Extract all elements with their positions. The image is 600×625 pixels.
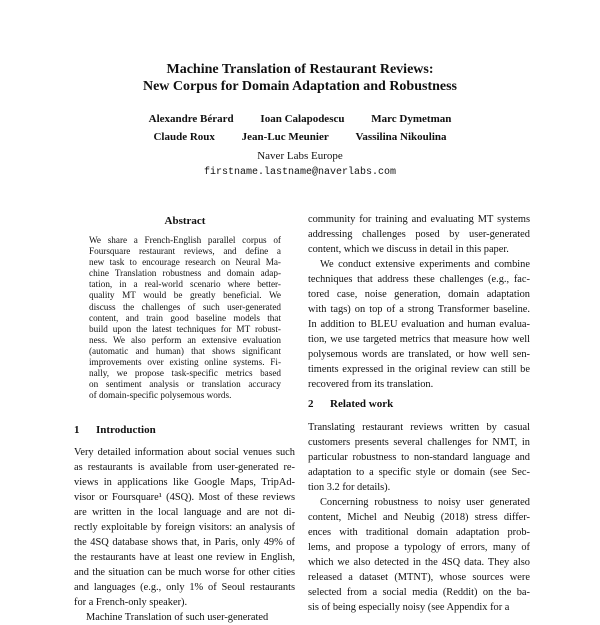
text-line: content, Michel and Neubig (2018) stress differ-: [308, 512, 530, 523]
paper-title: [0, 61, 600, 95]
text-line: content, which we discuss in detail in this paper.: [308, 244, 509, 255]
text-line: visor or Foursquare¹ (4SQ). Most of these reviews: [74, 492, 295, 503]
text-line: tion, we use targeted metrics that measure how well: [308, 334, 530, 345]
text-line: sis of being especially noisy (see Appendix for a: [308, 602, 510, 613]
text-line: views in applications like Google Maps, TripAd-: [74, 477, 295, 488]
text-line: lems, and propose a typology of errors, many of: [308, 542, 530, 553]
author-row-2: [0, 131, 600, 143]
text-line: the restaurants have at least one review in English,: [74, 552, 295, 563]
text-line: which we also detected in the 4SQ data. They also: [308, 557, 530, 568]
title-line-1: Machine Translation of Restaurant Reviews:: [166, 62, 434, 77]
text-line: polysemous words are translated, or how well sen-: [308, 349, 530, 360]
text-line: nally, we propose task-specific metrics based: [89, 368, 281, 379]
text-line: new task to encourage research on Neural Ma-: [89, 257, 281, 268]
text-line: and the situation can be much worse for other cities: [74, 567, 295, 578]
section-number: 1: [74, 424, 80, 436]
text-line: adaptation to a specific style or domain (see Sec-: [308, 467, 530, 478]
text-line: quality MT would be greatly beneficial. We: [89, 290, 281, 301]
text-line: recovered from its translation.: [308, 379, 434, 390]
affiliation: Naver Labs Europe: [257, 150, 343, 162]
text-line: and languages (e.g., only 1% of Seoul restaurants: [74, 582, 295, 593]
text-line: timents expressed in the original review can still be: [308, 364, 530, 375]
text-line: with tags) on top of a strong Transformer baseline.: [308, 304, 530, 315]
text-line: particular robustness to non-standard language and: [308, 452, 530, 463]
author: Vassilina Nikoulina: [355, 131, 447, 143]
text-line: (automatic and human) that shows significant: [89, 345, 281, 356]
text-line: of domain-specific polysemous words.: [89, 390, 232, 401]
section-title: Related work: [330, 398, 394, 410]
introduction-body: [74, 445, 295, 625]
text-line: released a dataset (MTNT), whose sources were: [308, 572, 530, 583]
text-line: tored case, noise generation, domain adaptation: [308, 289, 530, 300]
text-line: for a French-only speaker).: [74, 597, 188, 608]
text-line: the 4SQ database shows that, in Paris, only 49% of: [74, 537, 295, 548]
text-line: We conduct extensive experiments and combine: [320, 259, 530, 270]
author-row-1: [0, 113, 600, 125]
author: Marc Dymetman: [371, 113, 452, 125]
text-line: customers presents several challenges for NMT, in: [308, 437, 530, 448]
text-line: Very detailed information about social venues such: [74, 447, 295, 458]
section-introduction-heading: [74, 424, 156, 436]
text-line: selected from a social media (Reddit) on the ba-: [308, 587, 530, 598]
title-line-2: New Corpus for Domain Adaptation and Robustness: [142, 79, 458, 94]
section-related-work-heading: [308, 398, 393, 410]
author: Ioan Calapodescu: [260, 113, 345, 125]
text-line: Machine Translation of such user-generated: [86, 612, 269, 623]
text-line: as restaurants is available from user-generated re-: [74, 462, 295, 473]
text-line: improvements over existing online systems. Fi-: [89, 357, 281, 368]
text-line: chine Translation robustness and domain adap-: [89, 268, 281, 279]
author: Claude Roux: [153, 131, 215, 143]
related-work-body: [308, 420, 530, 615]
right-column-continued-text: [308, 212, 530, 392]
text-line: discuss the challenges of such user-generated: [89, 301, 281, 312]
text-line: tion 3.2 for details).: [308, 482, 391, 493]
text-line: on sentiment analysis or translation accuracy: [89, 379, 281, 390]
author: Jean-Luc Meunier: [241, 131, 329, 143]
email: firstname.lastname@naverlabs.com: [203, 167, 397, 178]
text-line: We share a French-English parallel corpus of: [89, 235, 281, 245]
section-title: Introduction: [96, 424, 156, 436]
text-line: are written in the local language and are not di-: [74, 507, 295, 518]
text-line: techniques that address these challenges (e.g., fac-: [308, 274, 530, 285]
text-line: community for training and evaluating MT systems: [308, 214, 530, 225]
text-line: Foursquare restaurant reviews, and define a: [89, 246, 281, 257]
text-line: build upon the latest techniques for MT robust-: [89, 323, 281, 334]
text-line: ness. We also perform an extensive evaluation: [89, 334, 281, 345]
text-line: addressing challenges posed by user-generated: [308, 229, 530, 240]
abstract-heading: Abstract: [164, 215, 206, 227]
abstract-body: [89, 235, 281, 401]
section-number: 2: [308, 398, 314, 410]
text-line: ences with traditional domain adaptation prob-: [308, 527, 530, 538]
text-line: tation, in a real-world scenario where better-: [89, 279, 281, 290]
text-line: Translating restaurant reviews written by casual: [308, 422, 530, 433]
text-line: content, and train good baseline models that: [89, 312, 281, 323]
text-line: rectly exploitable by foreign visitors: an analysis of: [74, 522, 295, 533]
text-line: In addition to BLEU evaluation and human evalua-: [308, 319, 530, 330]
author: Alexandre Bérard: [148, 113, 234, 125]
text-line: Concerning robustness to noisy user generated: [320, 497, 530, 508]
